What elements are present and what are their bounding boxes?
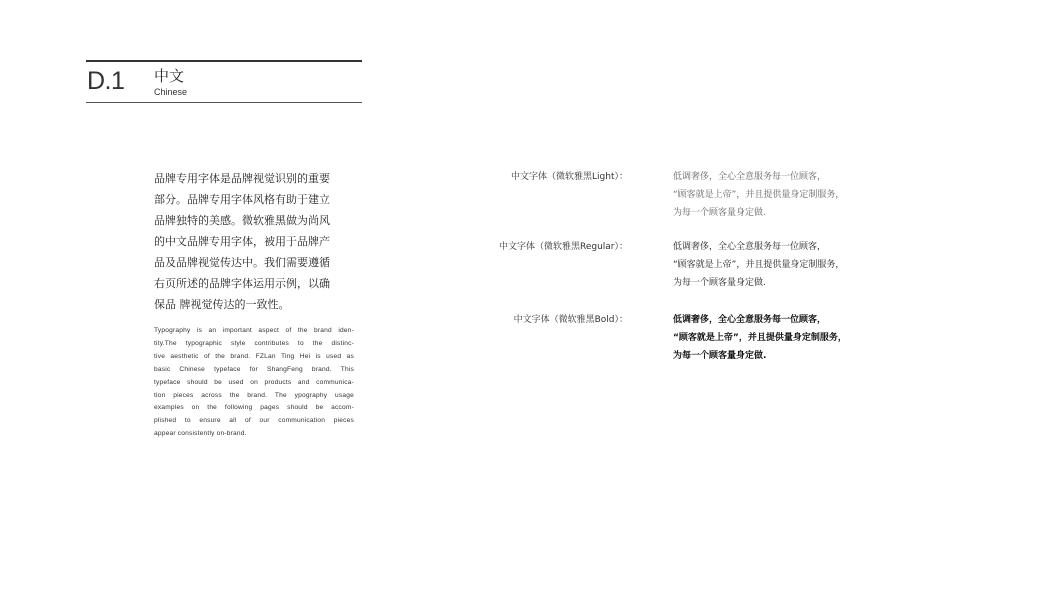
intro-zh-line: 右页所述的品牌字体运用示例，以确 bbox=[154, 277, 330, 290]
font-sample-text bbox=[673, 311, 847, 365]
font-sample-label: 中文字体（微软雅黑Bold）： bbox=[513, 315, 628, 325]
font-sample-line: “顾客就是上帝”，并且提供量身定制服务， bbox=[673, 190, 845, 200]
intro-en-line: tity.The typographic style contributes to the distinc- bbox=[154, 339, 354, 347]
font-sample-text bbox=[673, 238, 844, 292]
header-bottom-rule bbox=[86, 102, 362, 103]
intro-zh-line: 品牌独特的美感。微软雅黑做为尚风 bbox=[154, 214, 330, 227]
font-sample-text bbox=[673, 168, 844, 222]
intro-en-line: plished to ensure all of our communication pieces bbox=[154, 417, 354, 425]
intro-zh-line: 保品 牌视觉传达的一致性。 bbox=[154, 298, 290, 311]
intro-zh-line: 品牌专用字体是品牌视觉识别的重要 bbox=[154, 172, 330, 185]
font-sample-line: 低调奢侈，全心全意服务每一位顾客， bbox=[673, 172, 827, 182]
intro-en-line: tion pieces across the brand. The ypography usage bbox=[154, 391, 354, 399]
font-sample-label: 中文字体（微软雅黑Light）： bbox=[511, 172, 628, 182]
intro-zh-line: 的中文品牌专用字体，被用于品牌产 bbox=[154, 235, 330, 248]
intro-en-line: typeface should be used on products and communica- bbox=[154, 378, 354, 386]
font-sample-line: 为每一个顾客量身定做. bbox=[673, 351, 767, 361]
section-subtitle: Chinese bbox=[154, 87, 188, 97]
font-sample-line: 低调奢侈，全心全意服务每一位顾客， bbox=[673, 315, 827, 325]
section-code: D.1 bbox=[87, 67, 125, 95]
font-sample-line: “顾客就是上帝”，并且提供量身定制服务， bbox=[673, 260, 845, 270]
intro-en-line: Typography is an important aspect of the brand iden- bbox=[154, 327, 354, 334]
intro-en-line: examples on the following pages should be accom- bbox=[154, 404, 354, 412]
intro-en-line: basic Chinese typeface for ShangFeng brand. This bbox=[154, 365, 354, 373]
font-sample-line: 为每一个顾客量身定做. bbox=[673, 278, 766, 288]
font-sample-label: 中文字体（微软雅黑Regular）： bbox=[498, 242, 628, 252]
font-sample-line: 低调奢侈，全心全意服务每一位顾客， bbox=[673, 242, 827, 252]
intro-zh-line: 品及品牌视觉传达中。我们需要遵循 bbox=[154, 256, 330, 269]
font-sample-line: “顾客就是上帝”，并且提供量身定制服务， bbox=[673, 333, 847, 343]
section-title: 中文 bbox=[154, 67, 185, 85]
font-sample-line: 为每一个顾客量身定做. bbox=[673, 208, 766, 218]
intro-chinese-paragraph bbox=[154, 168, 368, 315]
intro-en-line: appear consistently on-brand. bbox=[154, 430, 247, 438]
intro-zh-line: 部分。品牌专用字体风格有助于建立 bbox=[154, 193, 330, 206]
header-top-rule bbox=[86, 60, 362, 62]
intro-en-line: tive aesthetic of the brand. FZLan Ting Hei is used as bbox=[154, 352, 354, 360]
intro-english-paragraph bbox=[154, 325, 354, 441]
